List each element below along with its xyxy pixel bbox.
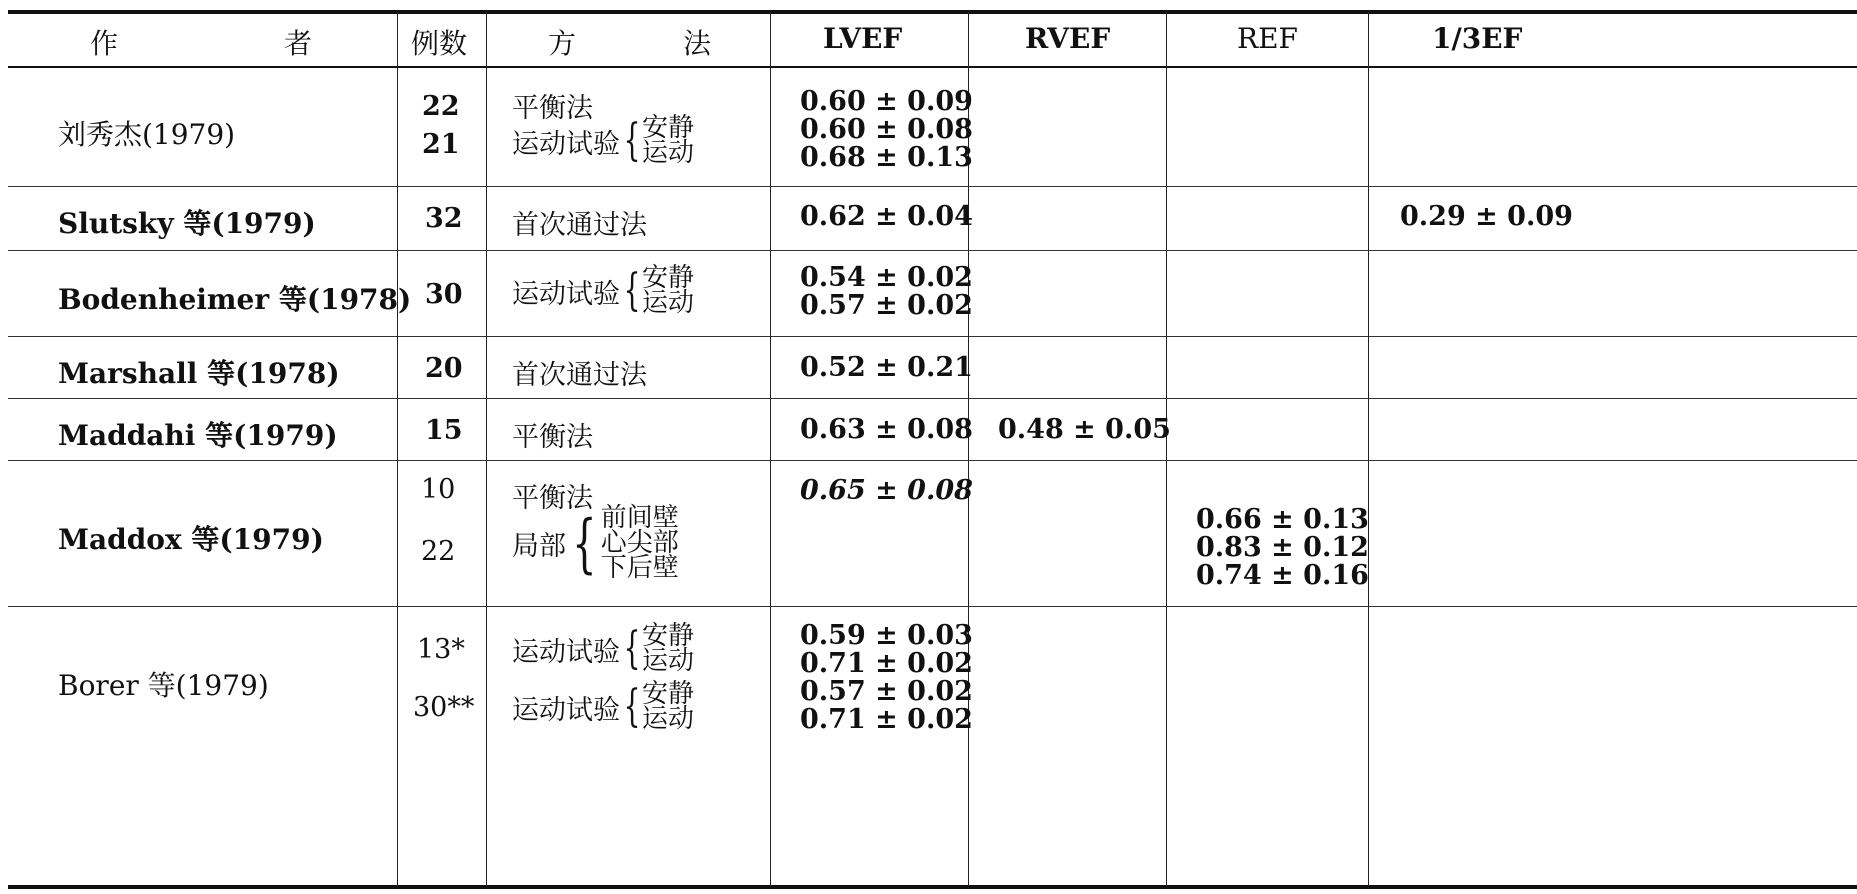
row-divider	[8, 186, 1857, 187]
case-count: 22	[422, 91, 460, 122]
lvef-value: 0.60 ± 0.09	[800, 86, 973, 117]
case-count: 10	[421, 474, 456, 505]
lvef-value: 0.60 ± 0.08	[800, 114, 973, 145]
case-count: 22	[421, 536, 456, 567]
method-brace	[512, 679, 695, 734]
header-author-b: 者	[284, 27, 313, 60]
lvef-cell	[800, 264, 973, 320]
lvef-cell	[800, 622, 973, 734]
method-option: 运动	[642, 646, 695, 676]
method-label: 平衡法	[512, 422, 593, 453]
method-label: 局部	[512, 531, 566, 562]
method-option: 前间壁	[600, 503, 679, 533]
method-option: 安静	[642, 621, 695, 651]
col-divider	[1368, 12, 1369, 887]
method-label: 运动试验	[512, 636, 620, 668]
case-count: 32	[425, 203, 463, 234]
author-cell: 刘秀杰(1979)	[58, 118, 236, 151]
method-option: 安静	[642, 263, 695, 293]
header-method-a: 方	[548, 27, 577, 60]
method-label: 平衡法	[512, 93, 593, 124]
brace-icon: {	[572, 506, 597, 581]
method-label: 运动试验	[512, 278, 620, 310]
bottom-rule	[8, 885, 1857, 889]
ref-value: 0.83 ± 0.12	[1196, 532, 1369, 563]
third-ef-value: 0.29 ± 0.09	[1400, 201, 1573, 232]
ref-value: 0.66 ± 0.13	[1196, 504, 1369, 535]
col-divider	[397, 12, 398, 887]
row-divider	[8, 606, 1857, 607]
method-label: 首次通过法	[512, 360, 647, 391]
method-option: 心尖部	[600, 528, 679, 558]
ref-cell	[1196, 506, 1369, 590]
rvef-value: 0.48 ± 0.05	[998, 414, 1171, 445]
method-option: 运动	[642, 288, 695, 318]
method-option: 安静	[642, 679, 695, 709]
method-brace	[512, 503, 679, 583]
case-count: 20	[425, 353, 463, 384]
top-rule	[8, 10, 1857, 14]
method-label: 首次通过法	[512, 210, 647, 241]
brace-icon: {	[623, 115, 641, 166]
header-rvef: RVEF	[1025, 22, 1111, 55]
brace-icon: {	[623, 681, 641, 732]
method-option: 运动	[642, 704, 695, 734]
brace-icon: {	[623, 623, 641, 674]
method-option: 运动	[642, 138, 695, 168]
row-divider	[8, 336, 1857, 337]
author-cell: Borer 等(1979)	[58, 669, 269, 702]
author-cell: Marshall 等(1978)	[58, 357, 340, 390]
lvef-value: 0.62 ± 0.04	[800, 201, 973, 232]
header-rule	[8, 66, 1857, 68]
method-brace	[512, 621, 695, 676]
method-brace	[512, 113, 695, 168]
lvef-value: 0.71 ± 0.02	[800, 704, 973, 735]
author-cell: Maddox 等(1979)	[58, 523, 324, 556]
col-divider	[770, 12, 771, 887]
col-divider	[486, 12, 487, 887]
method-option: 安静	[642, 113, 695, 143]
header-method-b: 法	[683, 27, 712, 60]
ref-value: 0.74 ± 0.16	[1196, 560, 1369, 591]
row-divider	[8, 398, 1857, 399]
lvef-cell	[800, 88, 973, 172]
brace-icon: {	[623, 265, 641, 316]
lvef-value: 0.52 ± 0.21	[800, 352, 973, 383]
lvef-value: 0.65 ± 0.08	[800, 475, 973, 506]
header-third-ef: 1/3EF	[1432, 22, 1523, 55]
case-count-cell	[422, 88, 460, 164]
author-cell: Bodenheimer 等(1978)	[58, 283, 412, 316]
col-divider	[1166, 12, 1167, 887]
lvef-value: 0.57 ± 0.02	[800, 290, 973, 321]
author-cell: Maddahi 等(1979)	[58, 419, 338, 452]
case-count: 30	[425, 279, 463, 310]
lvef-value: 0.63 ± 0.08	[800, 414, 973, 445]
lvef-value: 0.57 ± 0.02	[800, 676, 973, 707]
method-label: 运动试验	[512, 128, 620, 160]
method-label: 运动试验	[512, 694, 620, 726]
author-cell: Slutsky 等(1979)	[58, 207, 316, 240]
header-lvef: LVEF	[823, 22, 903, 55]
method-option: 下后壁	[600, 553, 679, 583]
row-divider	[8, 250, 1857, 251]
case-count: 21	[422, 129, 460, 160]
lvef-value: 0.68 ± 0.13	[800, 142, 973, 173]
lvef-value: 0.54 ± 0.02	[800, 262, 973, 293]
lvef-value: 0.71 ± 0.02	[800, 648, 973, 679]
header-ref: REF	[1237, 22, 1298, 55]
case-count: 15	[425, 415, 463, 446]
method-label: 平衡法	[512, 483, 593, 514]
header-author-a: 作	[90, 27, 119, 60]
method-brace	[512, 263, 695, 318]
row-divider	[8, 460, 1857, 461]
lvef-value: 0.59 ± 0.03	[800, 620, 973, 651]
case-count: 13*	[417, 634, 465, 665]
header-count: 例数	[411, 27, 468, 60]
case-count: 30**	[413, 692, 475, 723]
